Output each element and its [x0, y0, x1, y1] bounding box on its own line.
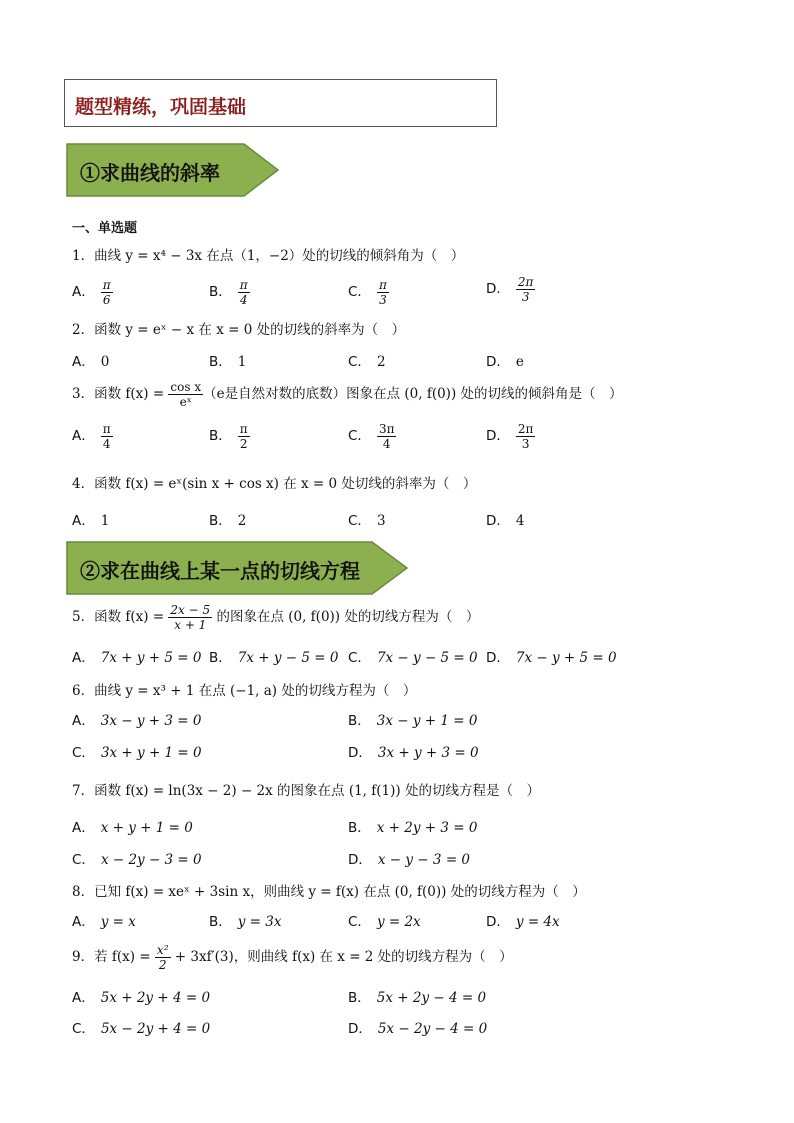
- option-7b: B． x + 2y + 3 = 0: [348, 820, 478, 836]
- option-5c: C． 7x − y − 5 = 0: [348, 650, 478, 666]
- option-7a: A． x + y + 1 = 0: [72, 820, 193, 836]
- option-8b: B． y = 3x: [209, 914, 282, 930]
- question-type-heading: 一、单选题: [72, 221, 138, 236]
- option-2a: A． 0: [72, 354, 110, 370]
- option-4c: C． 3: [348, 513, 386, 529]
- option-3a: A． $\frac{\pi}{4}$: [72, 422, 111, 451]
- option-5b: B． 7x + y − 5 = 0: [209, 650, 339, 666]
- option-7c: C． x − 2y − 3 = 0: [72, 852, 202, 868]
- option-2b: B． 1: [209, 354, 247, 370]
- option-6d: D． 3x + y + 3 = 0: [348, 745, 479, 761]
- option-4d: D． 4: [486, 513, 525, 529]
- question-stem-7: 7．函数 f(x) = ln(3x − 2) − 2x 的图象在点 (1, f(1)) 处的切线方程是（ ）: [72, 783, 540, 799]
- option-5d: D． 7x − y + 5 = 0: [486, 650, 617, 666]
- question-stem-3: 3．函数 f(x) = $\frac{\text{cos x}}{\text{eˣ}}$ （e是自然对数的底数）图象在点 (0, f(0)) 处的切线的倾斜角是（ ）: [72, 380, 623, 409]
- option-9b: B． 5x + 2y − 4 = 0: [348, 990, 487, 1006]
- option-8c: C． y = 2x: [348, 914, 421, 930]
- section-title: ②求在曲线上某一点的切线方程: [80, 559, 360, 583]
- option-7d: D． x − y − 3 = 0: [348, 852, 471, 868]
- option-6b: B． 3x − y + 1 = 0: [348, 713, 478, 729]
- option-8d: D． y = 4x: [486, 914, 560, 930]
- option-3b: B． $\frac{\pi}{2}$: [209, 422, 248, 451]
- section-header-1: [66, 143, 281, 197]
- banner-title: 题型精练，巩固基础: [75, 96, 247, 118]
- option-9c: C． 5x − 2y + 4 = 0: [72, 1021, 211, 1037]
- option-6c: C． 3x + y + 1 = 0: [72, 745, 202, 761]
- option-6a: A． 3x − y + 3 = 0: [72, 713, 202, 729]
- option-5a: A． 7x + y + 5 = 0: [72, 650, 202, 666]
- option-3c: C． $\frac{3\pi}{4}$: [348, 422, 395, 451]
- question-stem-9: 9．若 f(x) = $\frac{\text{x²}}{2}$ + 3xf′(3)，则曲线 f(x) 在 x = 2 处的切线方程为（ ）: [72, 943, 513, 972]
- option-9a: A． 5x + 2y + 4 = 0: [72, 990, 211, 1006]
- option-3d: D． $\frac{2\pi}{3}$: [486, 422, 534, 451]
- question-stem-2: 2．函数 y = eˣ − x 在 x = 0 处的切线的斜率为（ ）: [72, 322, 406, 338]
- option-9d: D． 5x − 2y − 4 = 0: [348, 1021, 488, 1037]
- section-banner: [64, 79, 497, 127]
- option-4b: B． 2: [209, 513, 247, 529]
- option-8a: A． y = x: [72, 914, 136, 930]
- section-title: ①求曲线的斜率: [80, 161, 220, 185]
- question-stem-8: 8．已知 f(x) = xeˣ + 3sin x，则曲线 y = f(x) 在点 (0, f(0)) 处的切线方程为（ ）: [72, 884, 586, 900]
- question-stem-4: 4．函数 f(x) = eˣ(sin x + cos x) 在 x = 0 处切线的斜率为（ ）: [72, 476, 477, 492]
- option-1b: B． $\frac{\pi}{4}$: [209, 278, 248, 307]
- option-1c: C． $\frac{\pi}{3}$: [348, 278, 387, 307]
- option-2c: C． 2: [348, 354, 386, 370]
- option-1d: D． $\frac{2\pi}{3}$: [486, 275, 534, 304]
- option-4a: A． 1: [72, 513, 110, 529]
- question-stem-1: 1．曲线 y = x⁴ − 3x 在点（1，−2）处的切线的倾斜角为（ ）: [72, 248, 465, 264]
- option-2d: D． e: [486, 354, 524, 370]
- option-1a: A． $\frac{\pi}{6}$: [72, 278, 111, 307]
- section-header-2: [66, 541, 411, 595]
- question-stem-6: 6．曲线 y = x³ + 1 在点 (−1, a) 处的切线方程为（ ）: [72, 683, 417, 699]
- question-stem-5: 5．函数 f(x) = $\frac{2x - 5}{x + 1}$ 的图象在点 (0, f(0)) 处的切线方程为（ ）: [72, 603, 480, 632]
